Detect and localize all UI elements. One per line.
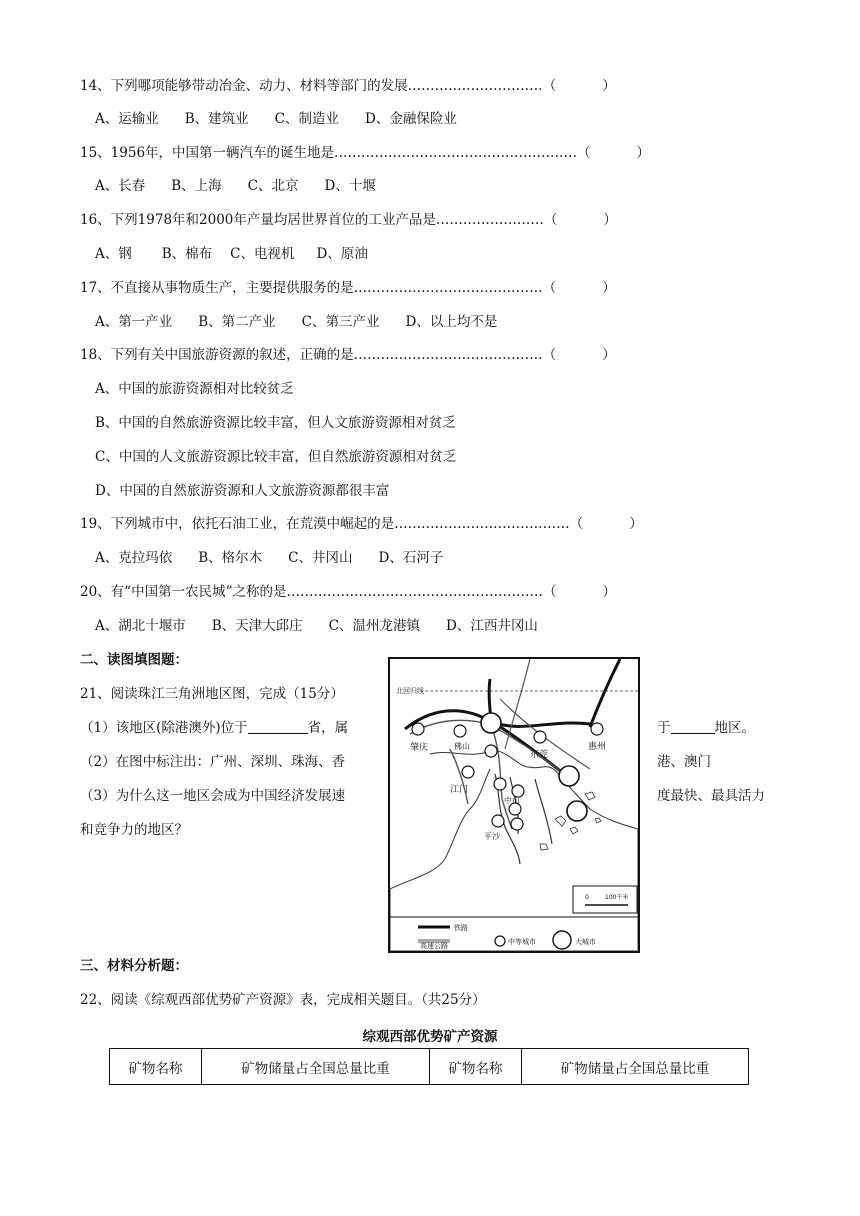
medium-city-marker [494,778,506,790]
city-label-zhaoqing: 肇庆 [410,743,429,753]
option-d[interactable]: D、以上均不是 [405,314,498,330]
mineral-resources-table [109,1048,749,1085]
option-a[interactable]: A、湖北十堰市 [95,618,186,634]
city-label-pingsha: 平沙 [484,832,500,841]
option-d[interactable]: D、金融保险业 [365,111,457,127]
option-a[interactable]: A、长春 [95,178,146,194]
option-c[interactable]: C、井冈山 [288,550,353,566]
option-b[interactable]: B、第二产业 [198,314,276,330]
city-label-foshan: 佛山 [454,742,470,751]
table-header-row [110,1049,749,1085]
city-label-huizhou: 惠州 [588,742,607,752]
question-20-options [95,617,538,635]
table-header-cell: 矿物名称 [110,1049,202,1085]
option-b[interactable]: B、上海 [171,178,222,194]
medium-city-marker [485,745,497,757]
question-17-stem: 17、不直接从事物质生产，主要提供服务的是……………………………………（ ） [80,280,616,296]
region-blank[interactable] [671,719,715,734]
highway-line [505,659,530,749]
option-c[interactable]: C、温州龙港镇 [328,618,421,634]
table-title: 综观西部优势矿产资源 [362,1029,498,1045]
question-18-option-c[interactable]: C、中国的人文旅游资源比较丰富，但自然旅游资源相对贫乏 [95,449,457,465]
option-d[interactable]: D、十堰 [324,178,376,194]
question-17-options [95,313,497,331]
railway-line [590,659,620,727]
question-21-stem: 21、阅读珠江三角洲地区图，完成（15分） [80,686,344,702]
option-a[interactable]: A、第一产业 [95,314,173,330]
question-21-part-2-cont: 港、澳门 [657,754,711,770]
question-21-part-3-cont: 度最快、最具活力 [657,788,765,804]
option-a[interactable]: A、运输业 [95,111,159,127]
scale-label: 100千米 [605,894,629,901]
medium-city-marker [511,818,523,830]
question-21-part-1: （1）该地区(除港澳外)位于 省，属 [80,720,349,736]
tropic-label: 北回归线 [396,687,424,695]
large-city-marker [567,801,587,821]
option-d[interactable]: D、江西井冈山 [446,618,538,634]
option-d[interactable]: D、原油 [316,246,368,262]
question-18-option-b[interactable]: B、中国的自然旅游资源比较丰富，但人文旅游资源相对贫乏 [95,415,456,431]
question-21-part-2: （2）在图中标注出：广州、深圳、珠海、香 [80,754,346,770]
question-18-stem: 18、下列有关中国旅游资源的叙述，正确的是……………………………………（ ） [80,347,616,363]
option-a[interactable]: A、克拉玛依 [95,550,173,566]
question-18-option-d[interactable]: D、中国的自然旅游资源和人文旅游资源都很丰富 [95,483,390,499]
option-b[interactable]: B、棉布 [161,246,213,262]
legend-large-city-symbol [553,931,571,949]
legend-medium-city-label: 中等城市 [508,938,536,946]
question-21-part-1-cont: 于 地区。 [657,720,755,736]
question-19-stem: 19、下列城市中，依托石油工业，在荒漠中崛起的是…………………………………（ ） [80,516,643,532]
city-label-jiangmen: 江门 [450,785,469,795]
table-header-cell: 矿物储量占全国总量比重 [522,1049,749,1085]
medium-city-marker [534,731,546,743]
province-blank[interactable] [248,719,308,734]
option-b[interactable]: B、格尔木 [198,550,263,566]
city-label-zhongshan: 中山 [504,796,520,805]
option-c[interactable]: C、北京 [247,178,299,194]
option-a[interactable]: A、钢 [95,246,132,262]
question-14-stem: 14、下列哪项能够带动冶金、动力、材料等部门的发展…………………………（ ） [80,78,616,94]
legend-medium-city-symbol [495,936,505,946]
option-b[interactable]: B、建筑业 [184,111,249,127]
legend-railway-label: 铁路 [454,924,468,932]
river-branch [535,779,552,844]
medium-city-marker [492,815,504,827]
medium-city-marker [412,723,424,735]
city-label-dongguan: 东莞 [530,750,549,760]
option-c[interactable]: C、第三产业 [301,314,380,330]
medium-city-marker [454,725,466,737]
medium-city-marker [591,723,603,735]
option-c[interactable]: C、制造业 [274,111,340,127]
question-14-options [95,110,457,128]
large-city-marker [559,766,579,786]
large-city-marker [481,713,501,733]
coastline [390,751,638,951]
question-15-options [95,177,376,195]
section-2-heading: 二、读图填图题： [80,652,188,668]
question-16-options [95,245,368,263]
question-16-stem: 16、下列1978年和2000年产量均居世界首位的工业产品是……………………（ ） [80,212,617,228]
option-c[interactable]: C、电视机 [230,246,295,262]
scale-zero: 0 [585,894,589,901]
islands [540,792,601,850]
table-header-cell: 矿物储量占全国总量比重 [202,1049,430,1085]
question-15-stem: 15、1956年，中国第一辆汽车的诞生地是………………………………………………（ ） [80,145,651,161]
option-d[interactable]: D、石河子 [378,550,444,566]
question-21-part-3-line-2: 和竞争力的地区？ [80,822,188,838]
question-22-stem: 22、阅读《综观西部优势矿产资源》表，完成相关题目。（共25分） [80,992,486,1008]
pearl-river-delta-map [388,657,640,953]
question-19-options [95,549,443,567]
table-header-cell: 矿物名称 [430,1049,522,1085]
legend-large-city-label: 大城市 [575,938,596,946]
question-20-stem: 20、有“中国第一农民城”之称的是…………………………………………………（ ） [80,584,616,600]
option-b[interactable]: B、天津大邱庄 [211,618,303,634]
medium-city-marker [462,766,474,778]
question-21-part-3: （3）为什么这一地区会成为中国经济发展速 [80,788,346,804]
question-18-option-a[interactable]: A、中国的旅游资源相对比较贫乏 [95,381,294,397]
section-3-heading: 三、材料分析题： [80,958,188,974]
legend-highway-label: 高速公路 [420,942,448,950]
